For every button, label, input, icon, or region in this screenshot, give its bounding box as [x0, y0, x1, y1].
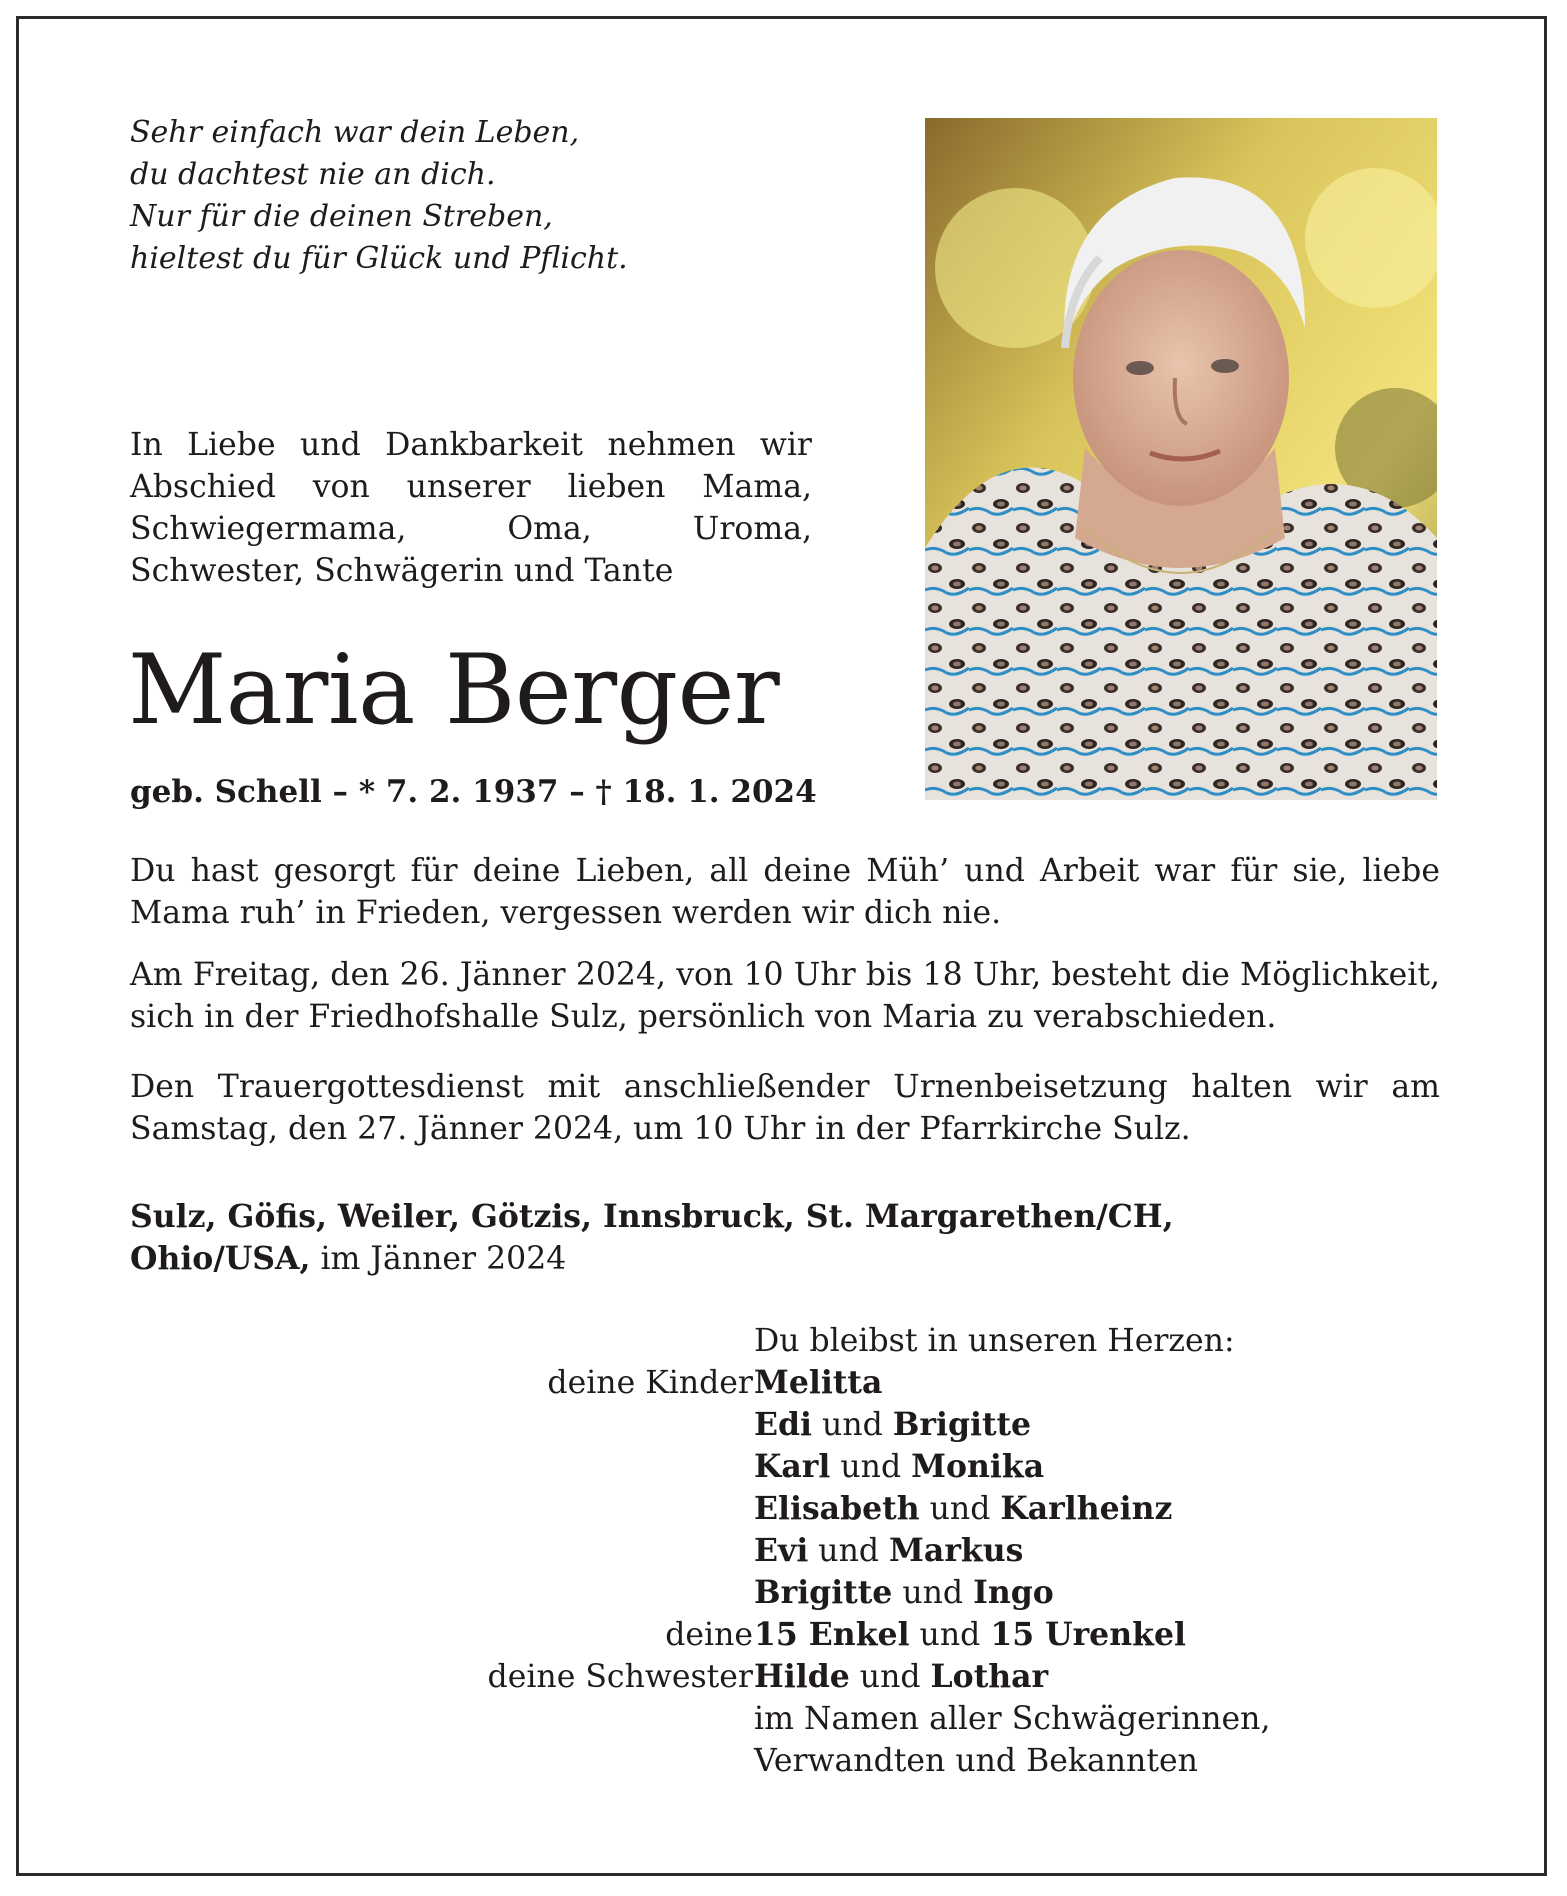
- child-name: Evi: [754, 1532, 809, 1569]
- poem-line: Nur für die deinen Streben,: [130, 199, 553, 234]
- viewing-paragraph: Am Freitag, den 26. Jänner 2024, von 10 Uhr bis 18 Uhr, besteht die Möglichkeit, sich in der Friedhofshalle Sulz, persönlich von Maria zu verabschieden.: [130, 957, 1440, 1035]
- und-text: und: [808, 1533, 890, 1569]
- und-text: und: [812, 1407, 893, 1443]
- child-name: Brigitte: [754, 1574, 893, 1611]
- places-list: Sulz, Göfis, Weiler, Götzis, Innsbruck, St. Margarethen/CH,: [130, 1198, 1174, 1235]
- date-of-notice: im Jänner 2024: [310, 1241, 567, 1277]
- great-grandchildren: 15 Urenkel: [990, 1616, 1186, 1653]
- deceased-name: Maria Berger: [128, 634, 780, 746]
- poem-line: hieltest du für Glück und Pflicht.: [130, 241, 628, 276]
- schwester-label: deine Schwester: [487, 1659, 753, 1695]
- kinder-row: [754, 1446, 1044, 1488]
- child-name: Melitta: [754, 1364, 883, 1401]
- portrait-photo: [925, 118, 1437, 800]
- funeral-paragraph: Den Trauergottesdienst mit anschließender Urnenbeisetzung halten wir am Samstag, den 27. Jänner 2024, um 10 Uhr in der Pfarrkirche Sulz.: [130, 1069, 1440, 1147]
- und-text: und: [849, 1659, 931, 1695]
- portrait-photo-illustration: [925, 118, 1437, 800]
- child-name: Edi: [754, 1406, 813, 1443]
- place-date-line: [130, 1238, 1174, 1280]
- partner-name: Lothar: [930, 1658, 1049, 1695]
- poem-line: du dachtest nie an dich.: [130, 157, 496, 192]
- poem-line: Sehr einfach war dein Leben,: [130, 115, 580, 150]
- und-text: und: [830, 1449, 912, 1485]
- closing-line: im Namen aller Schwägerinnen,: [754, 1701, 1271, 1737]
- kinder-row: [754, 1572, 1054, 1614]
- signatures-heading: Du bleibst in unseren Herzen:: [754, 1323, 1235, 1359]
- places-line: [130, 1196, 1174, 1280]
- birth-death-dates: geb. Schell – * 7. 2. 1937 – † 18. 1. 2024: [130, 774, 817, 810]
- und-text: und: [909, 1617, 991, 1653]
- places-list-end: Ohio/USA,: [130, 1240, 311, 1277]
- kinder-label: deine Kinder: [547, 1365, 753, 1401]
- grandchildren: 15 Enkel: [754, 1616, 910, 1653]
- farewell-paragraph: Du hast gesorgt für deine Lieben, all deine Müh’ und Arbeit war für sie, liebe Mama ruh’ in Frieden, vergessen werden wir dich nie.: [130, 853, 1440, 931]
- child-name: Elisabeth: [754, 1490, 920, 1527]
- enkel-row: [754, 1614, 1186, 1656]
- closing-line: Verwandten und Bekannten: [754, 1743, 1198, 1779]
- partner-name: Ingo: [973, 1574, 1054, 1611]
- und-text: und: [892, 1575, 974, 1611]
- partner-name: Karlheinz: [1000, 1490, 1173, 1527]
- partner-name: Brigitte: [892, 1406, 1032, 1443]
- enkel-label: deine: [665, 1617, 753, 1653]
- sister-name: Hilde: [754, 1658, 850, 1695]
- kinder-row: [754, 1404, 1031, 1446]
- schwester-row: [754, 1656, 1048, 1698]
- kinder-row: [754, 1362, 882, 1404]
- und-text: und: [919, 1491, 1001, 1527]
- poem: [130, 112, 628, 280]
- kinder-row: [754, 1530, 1023, 1572]
- partner-name: Monika: [911, 1448, 1045, 1485]
- kinder-row: [754, 1488, 1172, 1530]
- partner-name: Markus: [889, 1532, 1024, 1569]
- child-name: Karl: [754, 1448, 831, 1485]
- intro-text: In Liebe und Dankbarkeit nehmen wir Abschied von unserer lieben Mama, Schwiegermama, Oma, Uroma, Schwester, Schwägerin und Tante: [130, 427, 812, 589]
